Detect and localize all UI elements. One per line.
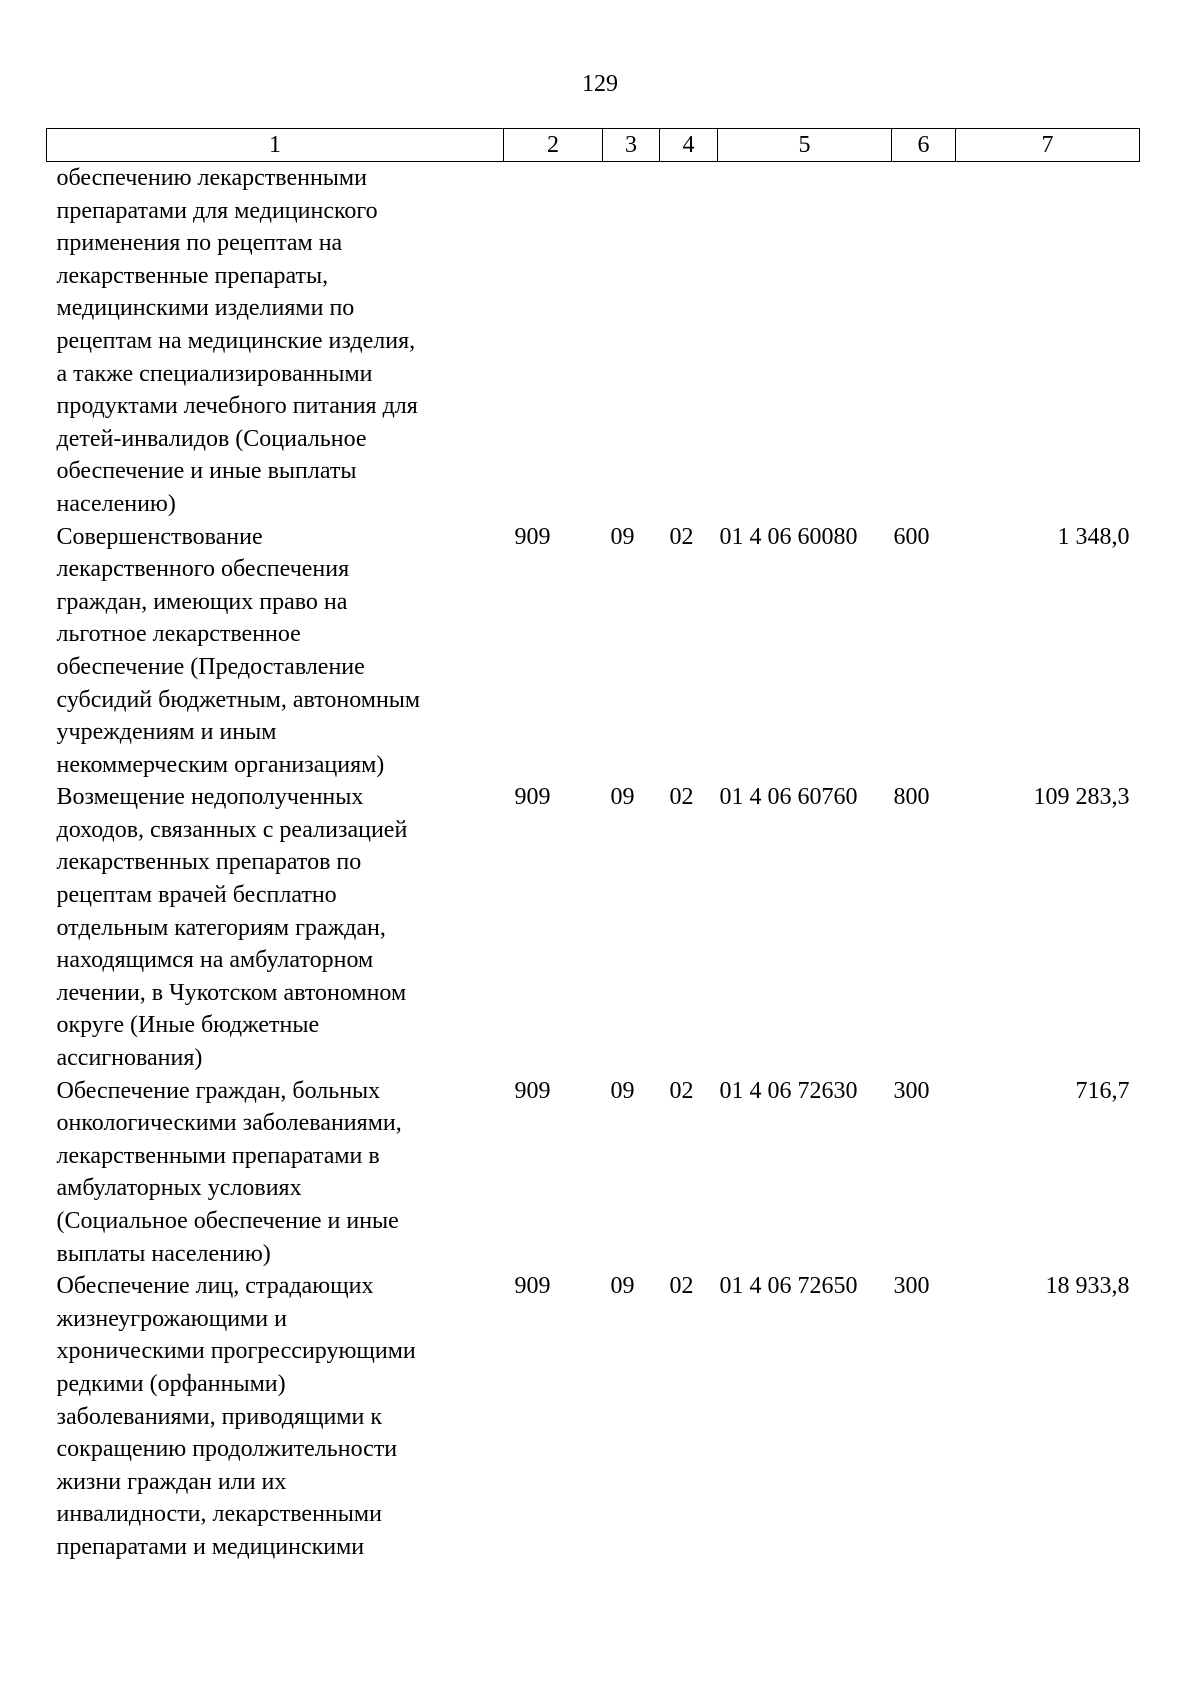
row-subsection-code: 02 [669,523,694,550]
row-target-article [718,162,892,521]
budget-table [46,128,1140,1564]
header-row [47,129,1140,162]
row-expense-type: 600 [893,523,930,550]
row-section-code: 09 [610,784,635,811]
row-description: Возмещение недополученных доходов, связанных с реализацией лекарственных препаратов по рецептам врачей бесплатно отдельным категориям граждан, находящимся на амбулаторном лечении, в Чукотском автономном округе (Иные бюджетные ассигнования) [56,784,408,1072]
row-ministry-code: 909 [514,784,551,811]
row-expense-type: 300 [893,1273,930,1300]
table-body [47,162,1140,1564]
row-ministry-code: 909 [514,523,551,550]
column-header-4: 4 [660,129,718,162]
table-row [47,781,1140,1074]
table-row [47,521,1140,782]
row-ministry-code: 909 [514,1077,551,1104]
row-amount: 1 348,0 [1057,523,1130,550]
row-ministry-code [504,162,603,521]
row-description: Обеспечение граждан, больных онкологическими заболеваниями, лекарственными препаратами в амбулаторных условиях (Социальное обеспечение и иные выплаты населению) [56,1077,402,1267]
column-header-6: 6 [892,129,956,162]
row-amount: 18 933,8 [1045,1273,1130,1300]
table-row [47,162,1140,521]
row-expense-type [892,162,956,521]
row-amount: 109 283,3 [1033,784,1130,811]
row-amount: 716,7 [1075,1077,1130,1104]
row-section-code: 09 [610,523,635,550]
row-section-code: 09 [610,1273,635,1300]
row-section-code: 09 [610,1077,635,1104]
row-description: Совершенствование лекарственного обеспечения граждан, имеющих право на льготное лекарственное обеспечение (Предоставление субсидий бюджетным, автономным учреждениям и иным некоммерческим организациям) [56,523,421,778]
column-header-7: 7 [956,129,1140,162]
page-number: 129 [582,71,618,97]
row-section-code [603,162,660,521]
row-ministry-code: 909 [514,1273,551,1300]
column-header-2: 2 [504,129,603,162]
table-row [47,1270,1140,1563]
row-description: Обеспечение лиц, страдающих жизнеугрожающими и хроническими прогрессирующими редкими (орфанными) заболеваниями, приводящими к сокращению продолжительности жизни граждан или их инвалидности, лекарственными препаратами и медицинскими [56,1273,416,1560]
row-description: обеспечению лекарственными препаратами для медицинского применения по рецептам на лекарственные препараты, медицинскими изделиями по рецептам на медицинские изделия, а также специализированными продуктами лечебного питания для детей-инвалидов (Социальное обеспечение и иные выплаты населению) [56,165,418,517]
row-expense-type: 300 [893,1077,930,1104]
table-header [47,129,1140,162]
row-target-article: 01 4 06 60080 [719,523,858,550]
row-target-article: 01 4 06 72650 [719,1273,858,1300]
row-target-article: 01 4 06 60760 [719,784,858,811]
row-amount [956,162,1140,521]
row-subsection-code: 02 [669,1273,694,1300]
table-row [47,1075,1140,1271]
row-subsection-code: 02 [669,1077,694,1104]
row-target-article: 01 4 06 72630 [719,1077,858,1104]
column-header-1: 1 [47,129,504,162]
column-header-3: 3 [603,129,660,162]
column-header-5: 5 [718,129,892,162]
row-expense-type: 800 [893,784,930,811]
row-subsection-code: 02 [669,784,694,811]
row-subsection-code [660,162,718,521]
